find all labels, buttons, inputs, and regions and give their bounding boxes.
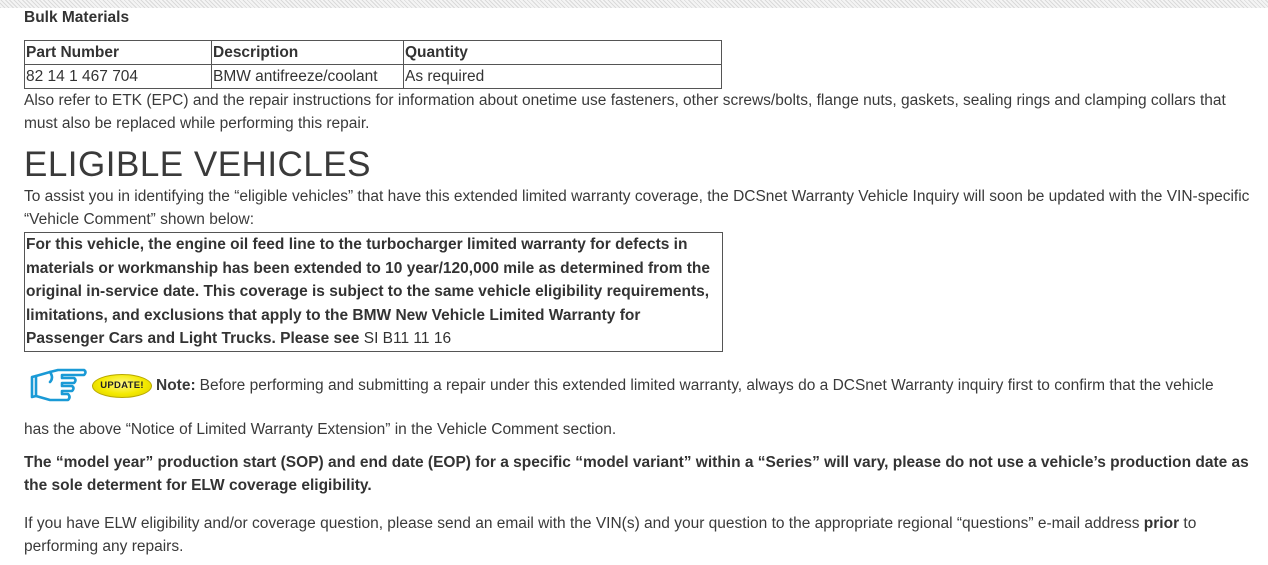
note-continuation: has the above “Notice of Limited Warranty Extension” in the Vehicle Comment section.	[24, 420, 617, 438]
model-year-warning: The “model year” production start (SOP) and end date (EOP) for a specific “model variant” within a “Series” will vary, please do not use a vehicle’s production date as the sole determent for ELW coverage eligibility.	[24, 453, 1249, 494]
bulk-materials-label: Bulk Materials	[24, 9, 130, 26]
column-header-part-number: Part Number	[25, 41, 212, 65]
bulk-materials-table	[24, 40, 722, 89]
note-label: Note:	[156, 376, 196, 394]
update-badge: UPDATE!	[92, 374, 152, 398]
note-text-line	[156, 377, 1214, 395]
eligible-vehicles-heading: ELIGIBLE VEHICLES	[24, 145, 371, 184]
column-header-quantity: Quantity	[404, 41, 722, 65]
etk-note: Also refer to ETK (EPC) and the repair instructions for information about onetime use fasteners, other screws/bolts, flange nuts, gaskets, sealing rings and clamping collars that must also be replaced while performing this repair.	[24, 92, 1226, 132]
part-number-cell: 82 14 1 467 704	[25, 65, 212, 89]
contact-emphasis: prior	[1143, 515, 1180, 532]
column-header-description: Description	[212, 41, 404, 65]
table-row	[25, 65, 722, 89]
table-header-row	[25, 41, 722, 65]
update-note	[24, 366, 1250, 406]
note-text: Before performing and submitting a repair under this extended limited warranty, always do a DCSnet Warranty inquiry first to confirm that the vehicle	[199, 376, 1214, 394]
document-content	[24, 8, 1250, 558]
description-cell: BMW antifreeze/coolant	[212, 65, 404, 89]
contact-paragraph	[24, 512, 1250, 558]
vehicle-comment-box	[24, 232, 723, 352]
service-info-reference: SI B11 11 16	[363, 330, 452, 347]
pointing-hand-icon	[28, 366, 88, 406]
contact-text-before: If you have ELW eligibility and/or coverage question, please send an email with the VIN(s) and your question to the appropriate regional “questions” e-mail address	[24, 515, 1140, 532]
eligible-intro: To assist you in identifying the “eligible vehicles” that have this extended limited warranty coverage, the DCSnet Warranty Vehicle Inquiry will soon be updated with the VIN-specific “Vehicle Comment” shown below:	[24, 188, 1250, 228]
quantity-cell: As required	[404, 65, 722, 89]
contact-text-after: to performing any repairs.	[24, 515, 1197, 555]
top-pattern-band	[0, 0, 1268, 8]
vehicle-comment-text: For this vehicle, the engine oil feed line to the turbocharger limited warranty for defects in materials or workmanship has been extended to 10 year/120,000 mile as determined from the original in-service date. This coverage is subject to the same vehicle eligibility requirements, limitations, and exclusions that apply to the BMW New Vehicle Limited Warranty for Passenger Cars and Light Trucks. Please see	[26, 236, 710, 347]
